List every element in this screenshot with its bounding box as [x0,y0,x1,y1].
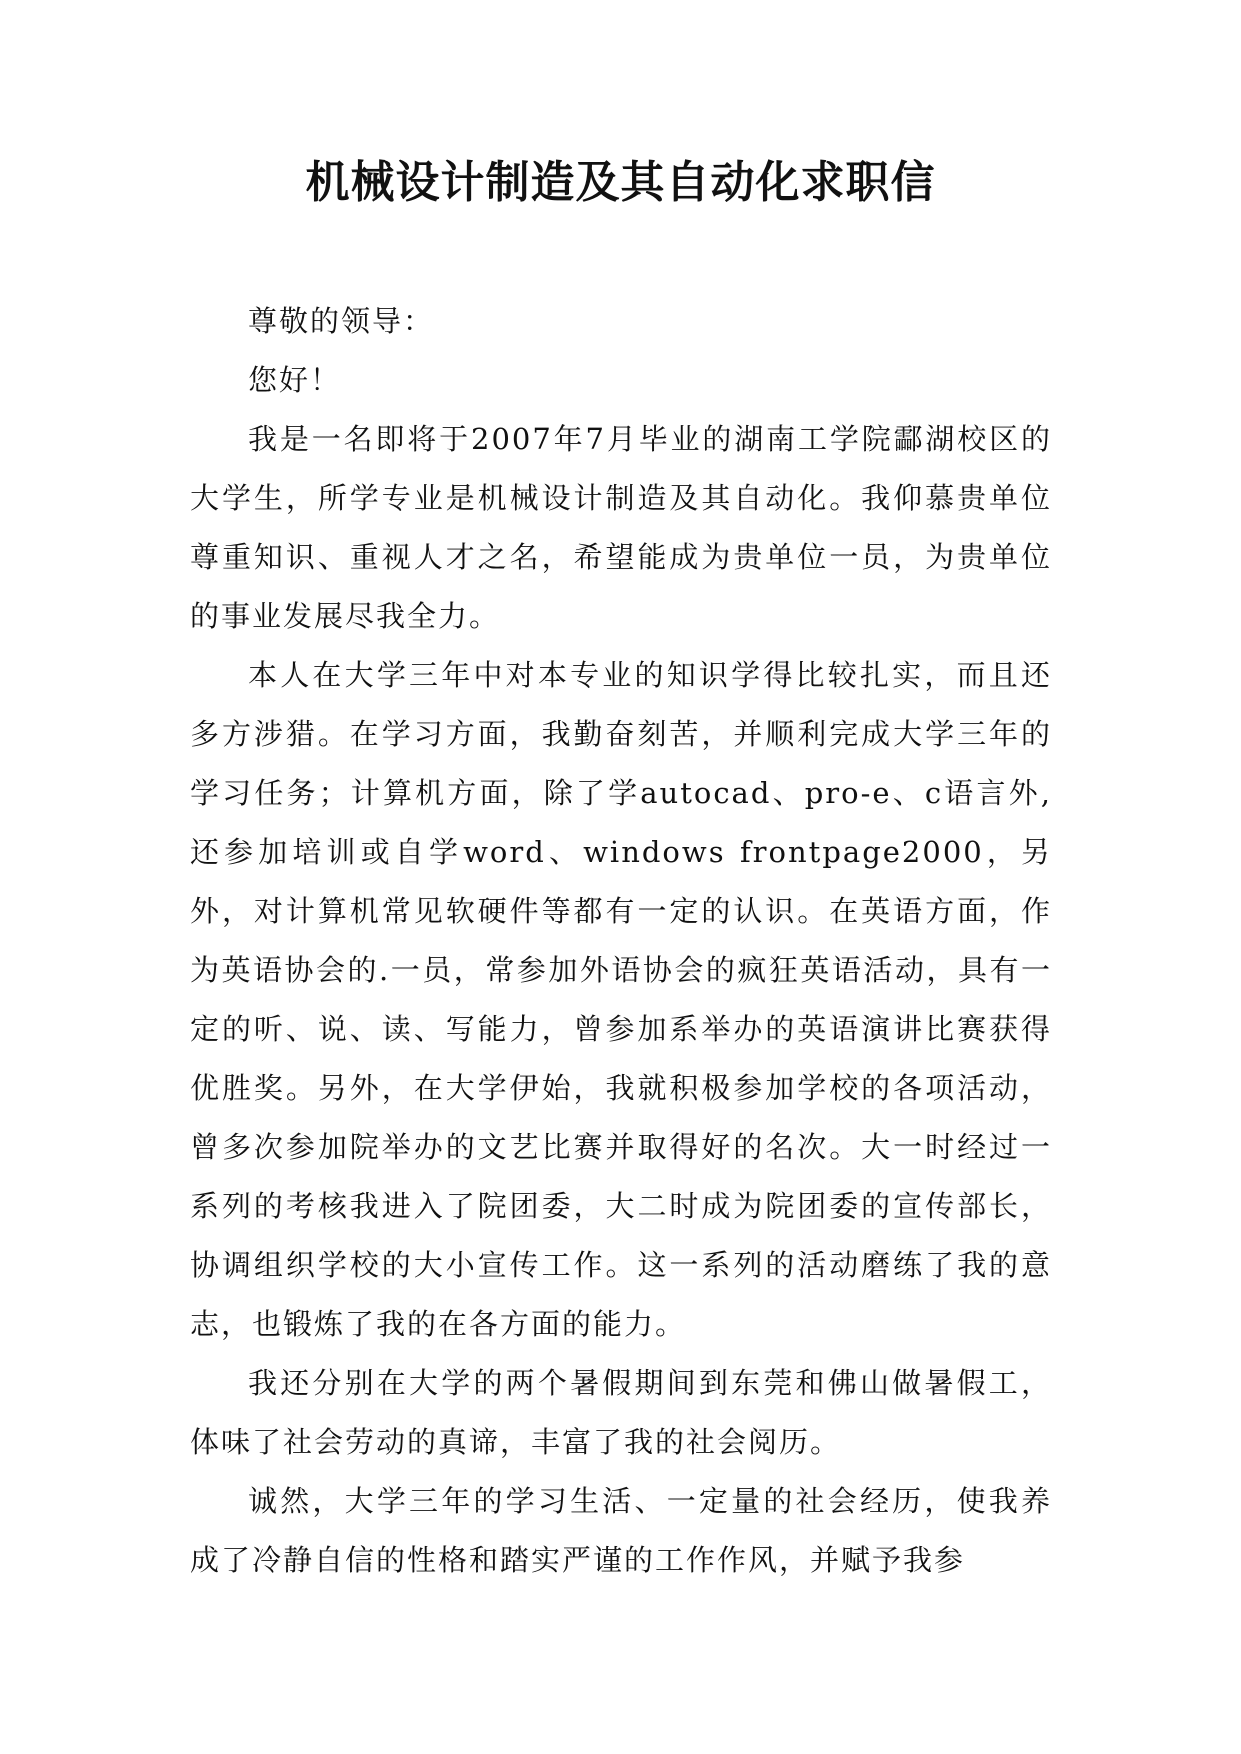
greeting: 您好！ [248,363,342,397]
paragraph-intro: 我是一名即将于2007年7月毕业的湖南工学院酃湖校区的大学生，所学专业是机械设计制造及其自动化。我仰慕贵单位尊重知识、重视人才之名，希望能成为贵单位一员，为贵单位的事业发展尽我全力。 [190,422,1052,633]
letter-body [190,292,1052,1590]
salutation: 尊敬的领导： [248,304,435,338]
document-title: 机械设计制造及其自动化求职信 [305,157,936,208]
paragraph-work: 我还分别在大学的两个暑假期间到东莞和佛山做暑假工，体味了社会劳动的真谛，丰富了我的社会阅历。 [190,1366,1052,1459]
paragraph-study: 本人在大学三年中对本专业的知识学得比较扎实，而且还多方涉猎。在学习方面，我勤奋刻苦，并顺利完成大学三年的学习任务；计算机方面，除了学autocad、pro-e、c语言外,还参加培训或自学word、windows frontpage2000，另外，对计算机常见软硬件等都有一定的认识。在英语方面，作为英语协会的.一员，常参加外语协会的疯狂英语活动，具有一定的听、说、读、写能力，曾参加系举办的英语演讲比赛获得优胜奖。另外，在大学伊始，我就积极参加学校的各项活动，曾多次参加院举办的文艺比赛并取得好的名次。大一时经过一系列的考核我进入了院团委，大二时成为院团委的宣传部长，协调组织学校的大小宣传工作。这一系列的活动磨练了我的意志，也锻炼了我的在各方面的能力。 [190,658,1052,1341]
paragraph-conclusion: 诚然，大学三年的学习生活、一定量的社会经历，使我养成了冷静自信的性格和踏实严谨的工作作风，并赋予我参 [190,1484,1052,1577]
